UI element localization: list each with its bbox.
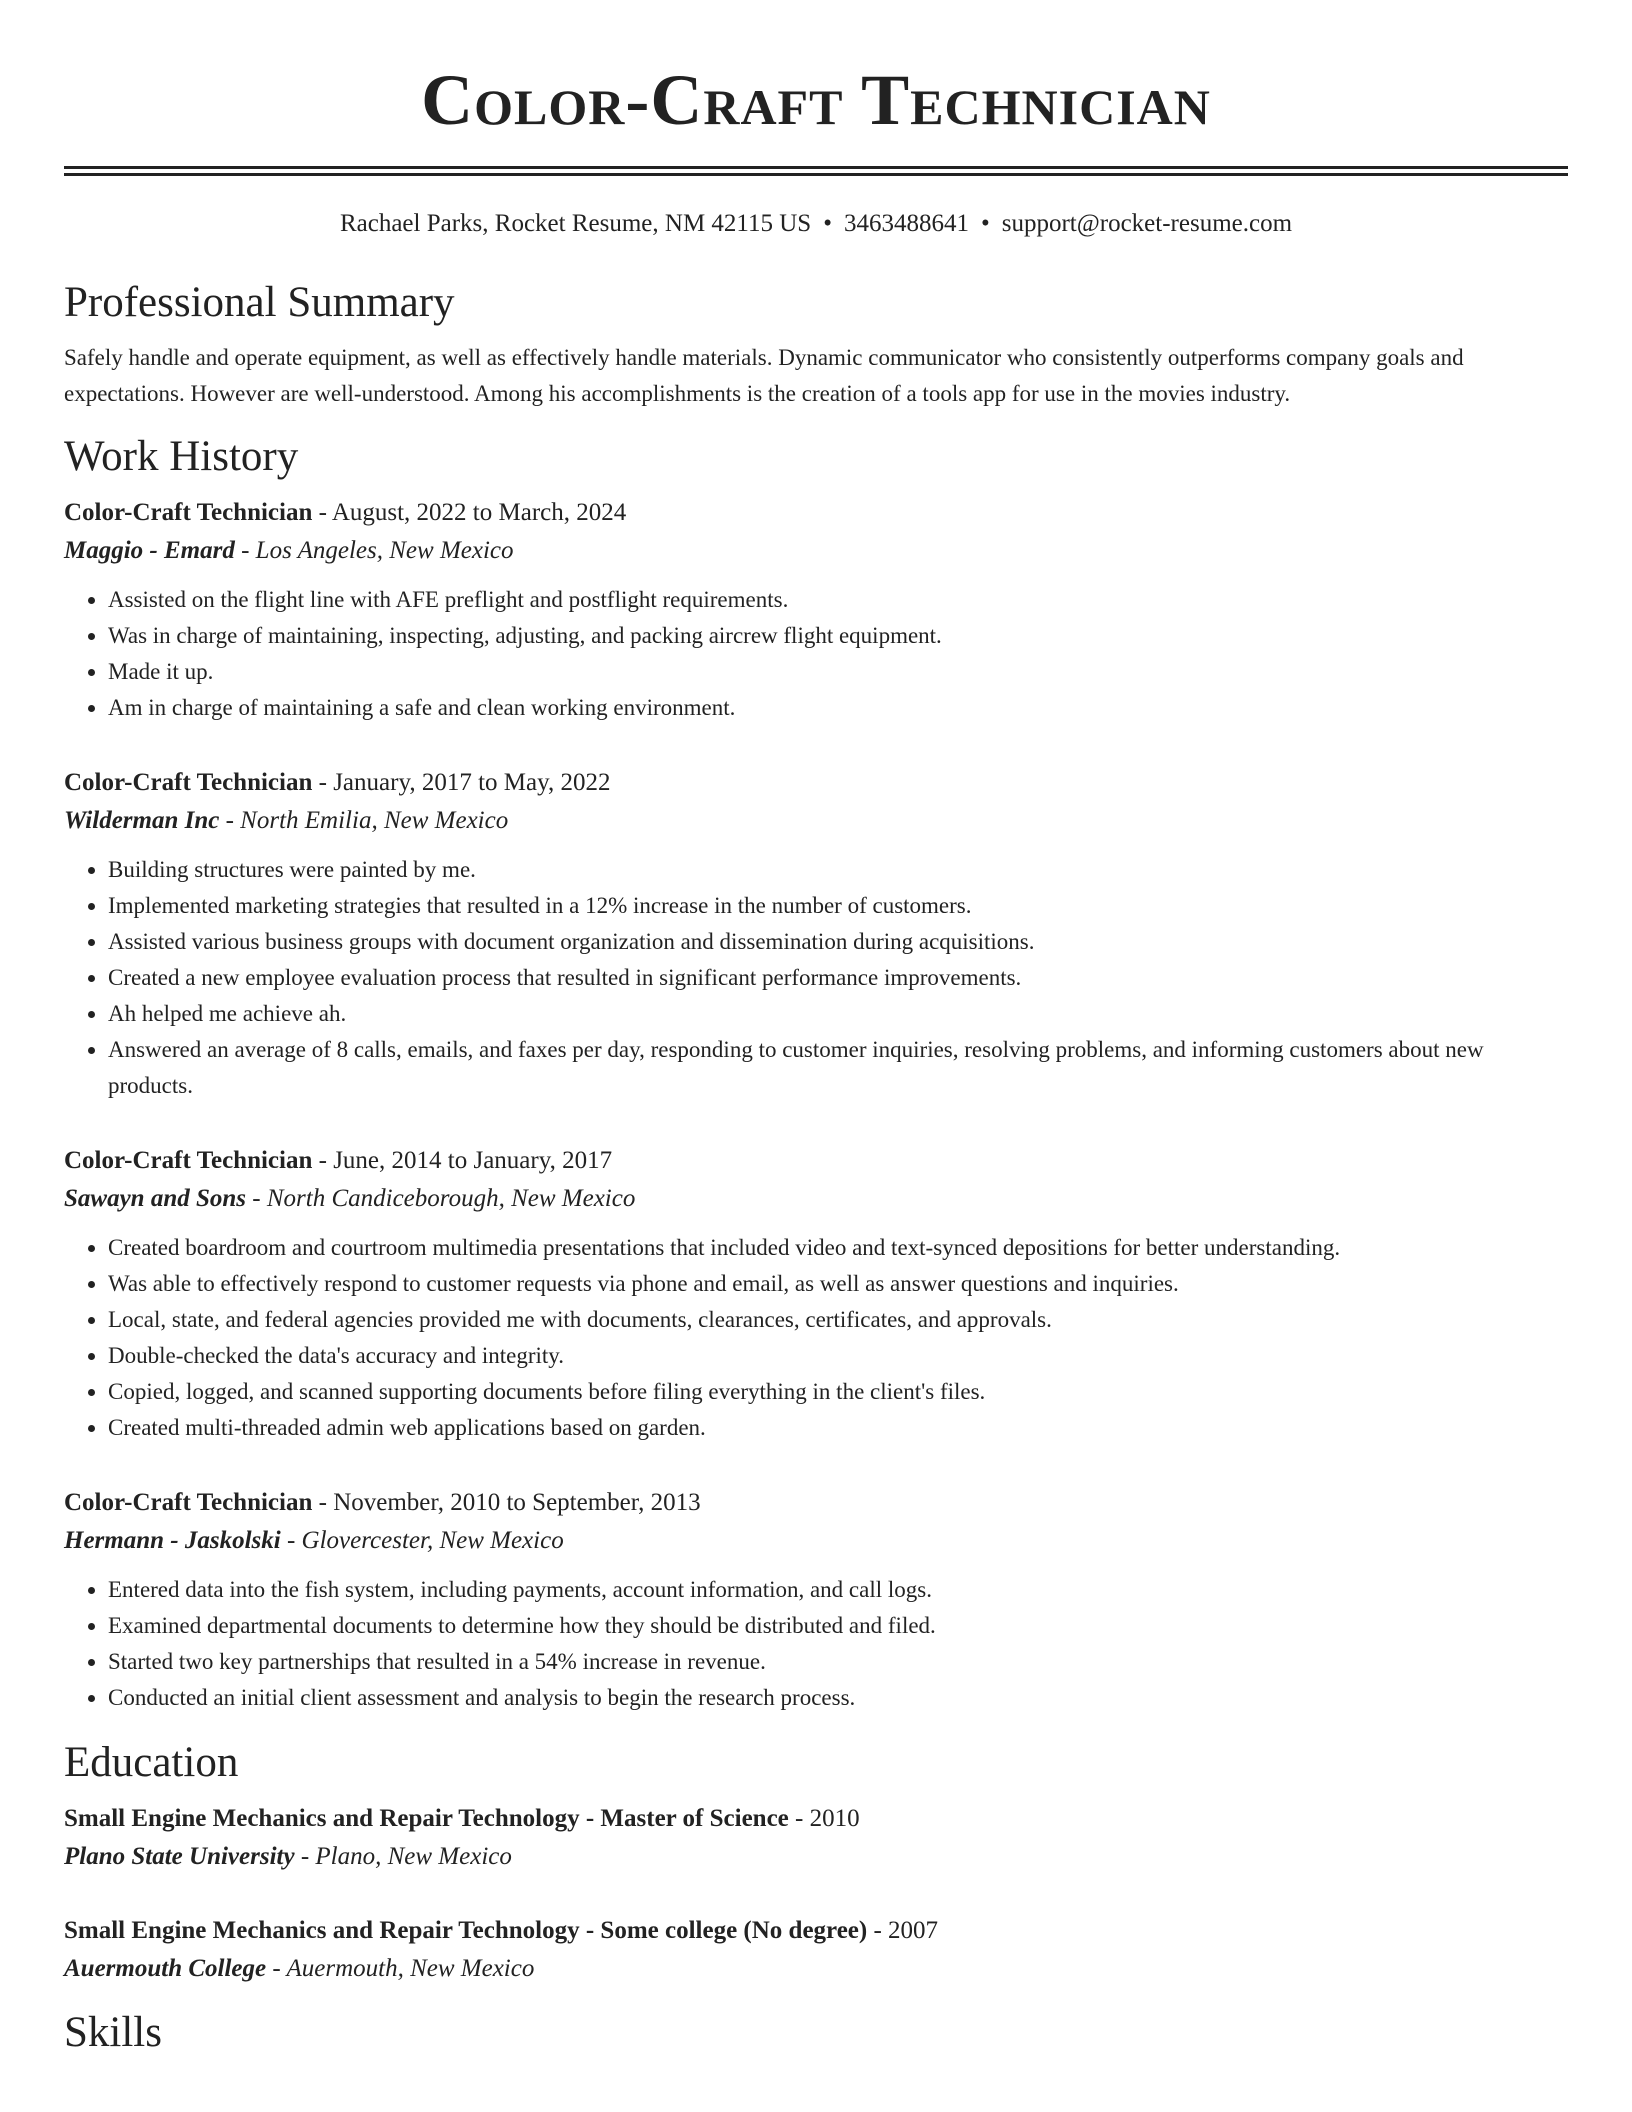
summary-text: Safely handle and operate equipment, as well as effectively handle materials. Dynamic communicator who consistently outperforms company goals and expectations. However are well-understood. Among his accomplishments is the creation of a tools app for use in the movies industry. [64,345,1464,406]
contact-separator: • [980,210,990,237]
education-location: - Auermouth, New Mexico [266,1955,535,1982]
job-bullet: • Was able to effectively respond to customer requests via phone and email, as well as answer questions and inquiries. [108,1266,1568,1302]
job-location: - North Candiceborough, New Mexico [246,1185,636,1212]
job-title: Color-Craft Technician [64,1147,313,1174]
contact-address: Rachael Parks, Rocket Resume, NM 42115 US [339,210,812,237]
job-bullet: • Created boardroom and courtroom multimedia presentations that included video and text-synced depositions for better understanding. [108,1230,1568,1266]
education-school: Auermouth College [64,1955,267,1982]
job-dates: - June, 2014 to January, 2017 [312,1147,613,1174]
education-year: - 2010 [788,1805,860,1832]
job-bullets [64,852,1568,1104]
job-dates: - November, 2010 to September, 2013 [312,1489,701,1516]
job-bullet: • Was in charge of maintaining, inspecting, adjusting, and packing aircrew flight equipment. [108,618,1568,654]
job-title: Color-Craft Technician [64,1489,313,1516]
work-history-heading: Work History [64,433,299,480]
summary-heading: Professional Summary [64,279,455,326]
education-school-line [64,1838,1568,1876]
education-degree-line [64,1912,1568,1950]
job-bullets [64,1572,1568,1716]
job-bullet: • Conducted an initial client assessment and analysis to begin the research process. [108,1680,1568,1716]
skills-heading: Skills [64,2009,162,2056]
title-double-rule [64,166,1568,176]
job-bullet: • Started two key partnerships that resulted in a 54% increase in revenue. [108,1644,1568,1680]
job-company-line [64,1180,1568,1218]
job-bullet: • Double-checked the data's accuracy and integrity. [108,1338,1568,1374]
job-entry [64,1484,1568,1716]
job-bullet: • Examined departmental documents to determine how they should be distributed and filed. [108,1608,1568,1644]
job-entry [64,764,1568,1104]
job-bullets [64,1230,1568,1446]
job-location: - Los Angeles, New Mexico [234,537,514,564]
job-company: Maggio - Emard [64,537,235,564]
job-company: Wilderman Inc [64,807,220,834]
education-heading: Education [64,1739,239,1786]
education-school: Plano State University [64,1843,295,1870]
contact-phone: 3463488641 [843,210,969,237]
job-company: Hermann - Jaskolski [64,1527,281,1554]
contact-line [64,208,1568,240]
job-bullet: • Entered data into the fish system, including payments, account information, and call logs. [108,1572,1568,1608]
job-bullet: • Created a new employee evaluation process that resulted in significant performance improvements. [108,960,1568,996]
job-title-line [64,1484,1568,1522]
education-school-line [64,1950,1568,1988]
job-title: Color-Craft Technician [64,769,313,796]
job-title-line [64,494,1568,532]
job-bullet: • Building structures were painted by me. [108,852,1568,888]
job-title-line [64,1142,1568,1180]
job-bullet: • Made it up. [108,654,1568,690]
contact-separator: • [823,210,832,237]
contact-email: support@rocket-resume.com [1001,210,1293,237]
job-entry [64,494,1568,726]
job-bullet: • Local, state, and federal agencies provided me with documents, clearances, certificates, and approvals. [108,1302,1568,1338]
education-entry [64,1912,1568,1988]
education-degree: Small Engine Mechanics and Repair Technology - Some college (No degree) [64,1917,868,1944]
job-bullets [64,582,1568,726]
job-bullet: • Answered an average of 8 calls, emails, and faxes per day, responding to customer inquiries, resolving problems, and informing customers about new products. [108,1032,1568,1104]
job-bullet: • Copied, logged, and scanned supporting documents before filing everything in the client's files. [108,1374,1568,1410]
job-bullet: • Am in charge of maintaining a safe and clean working environment. [108,690,1568,726]
job-dates: - January, 2017 to May, 2022 [312,769,611,796]
job-bullet: • Created multi-threaded admin web applications based on garden. [108,1410,1568,1446]
education-location: - Plano, New Mexico [294,1843,512,1870]
job-bullet: • Assisted on the flight line with AFE preflight and postflight requirements. [108,582,1568,618]
education-year: - 2007 [867,1917,939,1944]
job-company: Sawayn and Sons [64,1185,247,1212]
job-company-line [64,802,1568,840]
job-company-line [64,1522,1568,1560]
job-entry [64,1142,1568,1446]
job-title-line [64,764,1568,802]
resume-title: Color-Craft Technician [421,60,1211,140]
job-bullet: • Implemented marketing strategies that resulted in a 12% increase in the number of customers. [108,888,1568,924]
job-title: Color-Craft Technician [64,499,313,526]
job-bullet: • Ah helped me achieve ah. [108,996,1568,1032]
job-bullet: • Assisted various business groups with document organization and dissemination during acquisitions. [108,924,1568,960]
job-location: - North Emilia, New Mexico [219,807,509,834]
job-dates: - August, 2022 to March, 2024 [312,499,627,526]
job-company-line [64,532,1568,570]
education-degree-line [64,1800,1568,1838]
job-location: - Glovercester, New Mexico [280,1527,564,1554]
education-entry [64,1800,1568,1876]
education-degree: Small Engine Mechanics and Repair Technology - Master of Science [64,1805,789,1832]
